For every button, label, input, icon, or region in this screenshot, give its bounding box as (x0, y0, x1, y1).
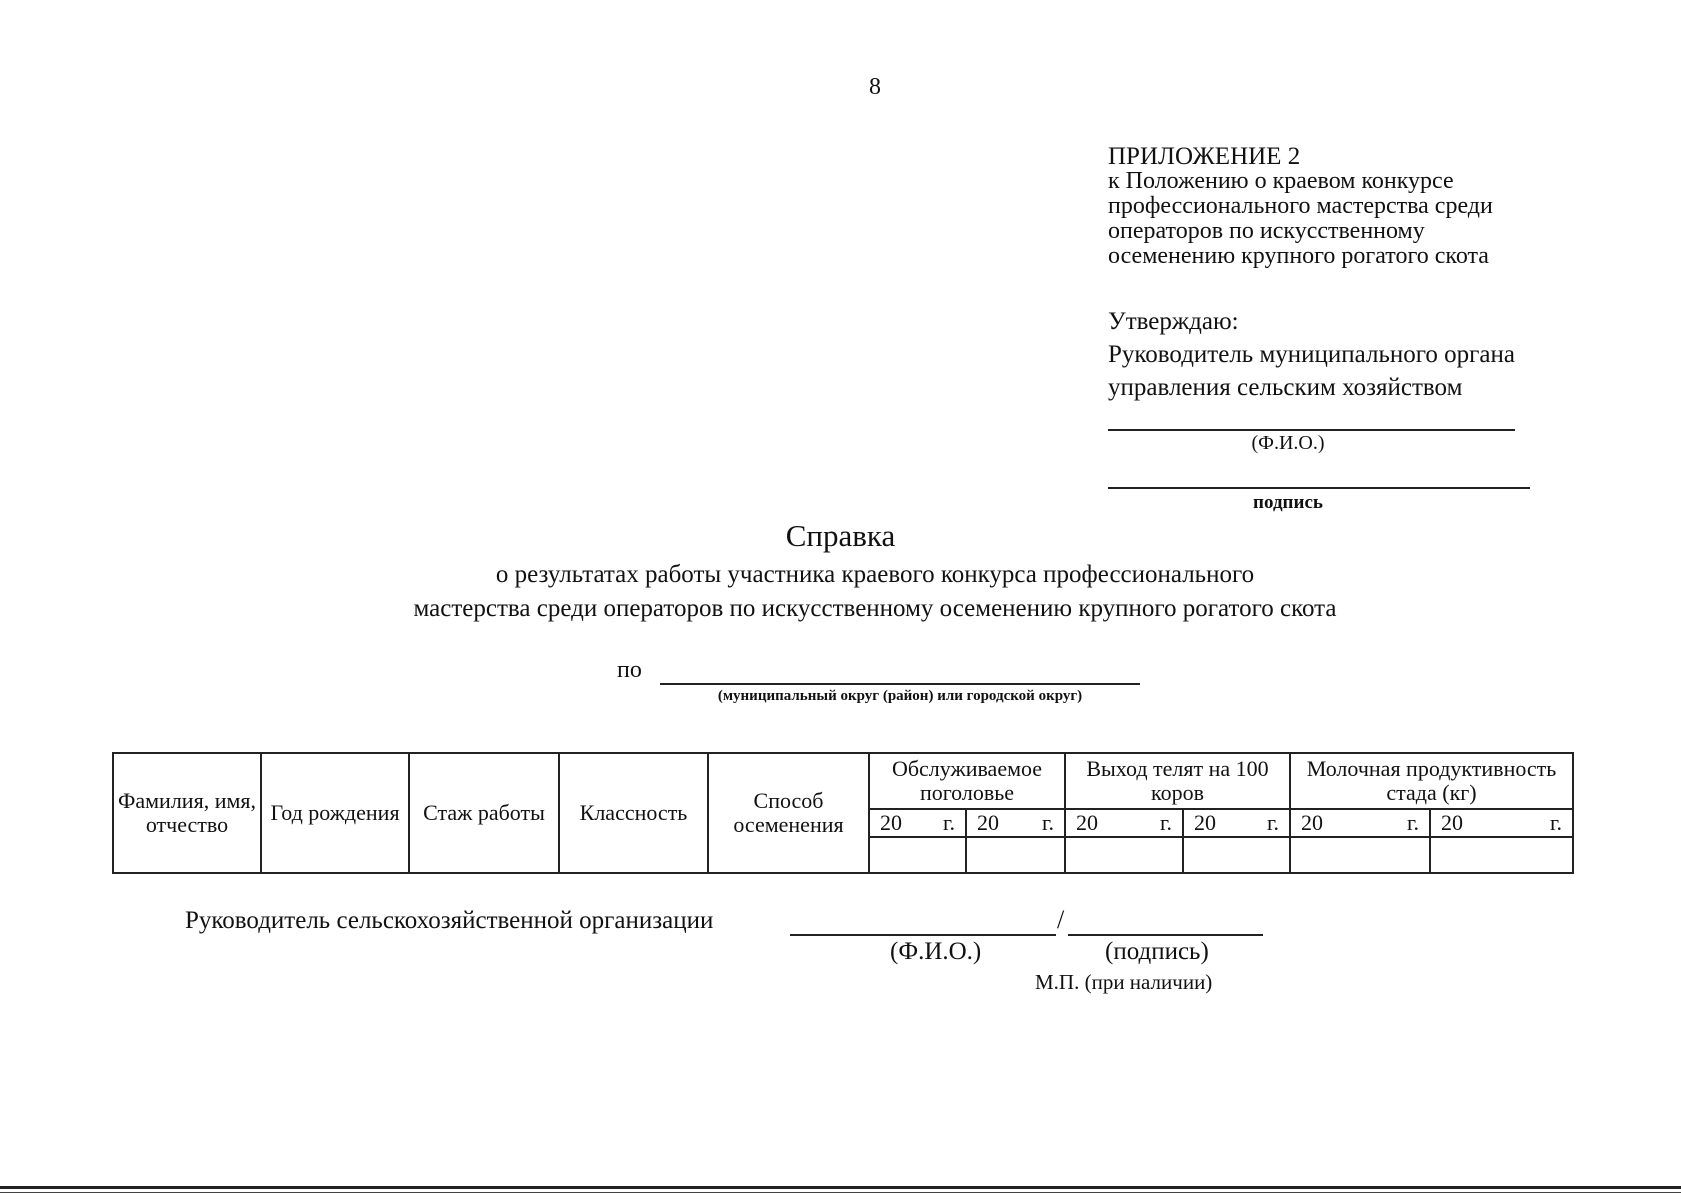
data-cell[interactable] (1290, 837, 1430, 873)
group-header-calves: Выход телят на 100 коров (1065, 753, 1290, 809)
approval-fio-line[interactable] (1108, 429, 1515, 431)
year-cell: 20 г. (1065, 809, 1183, 837)
year-cell: 20 г. (1430, 809, 1573, 837)
head-label: Руководитель сельскохозяйственной организации (185, 907, 714, 934)
document-title: Справка (785, 518, 896, 553)
year-cell: 20 г. (1183, 809, 1290, 837)
table-header-row (113, 753, 1573, 809)
approval-label: Утверждаю: (1108, 308, 1239, 335)
results-table (112, 752, 1574, 874)
year-cell: 20 г. (966, 809, 1065, 837)
document-subtitle (0, 558, 1681, 626)
data-cell[interactable] (1065, 837, 1183, 873)
group-header-milk: Молочная продуктивность стада (кг) (1290, 753, 1573, 809)
document-subtitle-line: мастерства среди операторов по искусственному осеменению крупного рогатого скота (413, 595, 1337, 622)
col-header-fullname: Фамилия, имя, отчество (113, 753, 261, 873)
group-header-livestock: Обслуживаемое поголовье (869, 753, 1065, 809)
approval-position-line: управления сельским хозяйством (1108, 374, 1463, 401)
year-cell: 20 г. (869, 809, 966, 837)
district-caption: (муниципальный округ (район) или городской округ) (717, 688, 1083, 704)
data-cell[interactable] (1183, 837, 1290, 873)
head-fio-line[interactable] (790, 934, 1056, 936)
col-header-birth-year: Год рождения (261, 753, 409, 873)
appendix-line: осеменению крупного рогатого скота (1108, 243, 1489, 269)
appendix-line: к Положению о краевом конкурсе (1108, 168, 1454, 194)
stamp-caption: М.П. (при наличии) (1035, 970, 1213, 994)
approval-block (1108, 305, 1668, 404)
approval-signature-caption: подпись (1253, 492, 1323, 513)
head-signature-line[interactable] (1068, 934, 1263, 936)
page-number: 8 (869, 74, 881, 100)
district-input-line[interactable] (660, 683, 1140, 685)
appendix-line: операторов по искусственному (1108, 218, 1425, 244)
col-header-method: Способ осеменения (708, 753, 869, 873)
col-header-experience: Стаж работы (409, 753, 559, 873)
document-subtitle-line: о результатах работы участника краевого конкурса профессионального (495, 561, 1255, 588)
head-signature-caption: (подпись) (1105, 938, 1209, 965)
appendix-title: ПРИЛОЖЕНИЕ 2 (1108, 143, 1301, 170)
col-header-class: Классность (559, 753, 708, 873)
head-slash: / (1057, 905, 1065, 934)
approval-signature-line[interactable] (1108, 487, 1530, 489)
data-cell[interactable] (1430, 837, 1573, 873)
appendix-block (1108, 144, 1668, 269)
head-fio-caption: (Ф.И.О.) (890, 938, 982, 965)
appendix-line: профессионального мастерства среди (1108, 193, 1493, 219)
year-cell: 20 г. (1290, 809, 1430, 837)
approval-position-line: Руководитель муниципального органа (1108, 341, 1515, 368)
bottom-rule-thin (0, 1192, 1681, 1193)
data-cell[interactable] (869, 837, 966, 873)
district-prefix: по (617, 657, 642, 683)
bottom-rule (0, 1186, 1681, 1189)
approval-fio-caption: (Ф.И.О.) (1251, 432, 1325, 454)
data-cell[interactable] (966, 837, 1065, 873)
